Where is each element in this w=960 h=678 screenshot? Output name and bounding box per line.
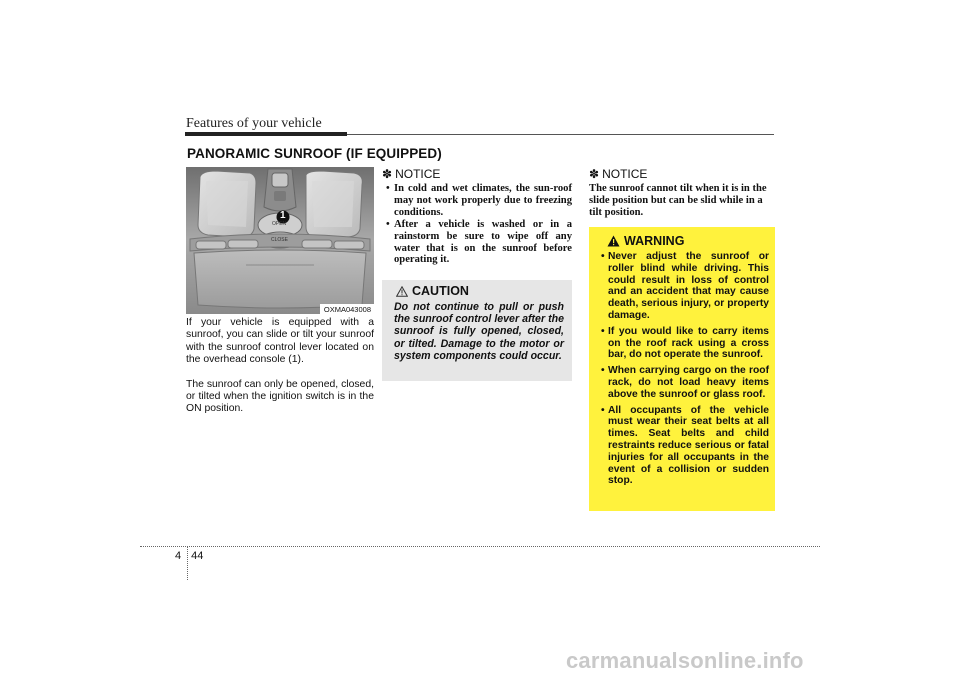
chapter-number: 4 — [175, 550, 182, 562]
list-item: • Never adjust the sunroof or roller blind while driving. This could result in loss of control and an accident that may cause death, serious injury, or property damage. — [601, 251, 769, 321]
close-button-label: CLOSE — [271, 237, 288, 243]
notice-heading — [589, 167, 775, 181]
overhead-console-figure — [186, 167, 374, 314]
figure-code: OXMA043008 — [320, 304, 374, 314]
header-rule-thick — [185, 132, 347, 136]
notice-block-2 — [589, 167, 775, 219]
header-rule-thin — [347, 134, 774, 135]
caution-triangle-icon — [396, 286, 408, 297]
warning-heading-label: WARNING — [624, 234, 685, 248]
section-title: Features of your vehicle — [186, 116, 322, 131]
list-item: • All occupants of the vehicle must wear their seat belts at all times. Seat belts and child restraints reduce serious or fatal injuries for all occupants in the event of a collision or sudden stop. — [601, 404, 769, 487]
notice-heading-label: NOTICE — [602, 167, 648, 181]
caution-heading — [396, 284, 564, 298]
notice-star-icon: ✽ — [382, 167, 393, 181]
notice-heading — [382, 167, 572, 181]
list-item: • In cold and wet climates, the sun-roof may not work properly due to freezing conditions. — [386, 183, 572, 218]
page-number — [175, 550, 203, 562]
warning-list — [597, 251, 769, 487]
warning-box — [589, 227, 775, 511]
footer-divider — [140, 546, 820, 547]
watermark: carmanualsonline.info — [566, 648, 804, 673]
warning-heading — [607, 234, 769, 248]
notice-star-icon: ✽ — [589, 167, 600, 181]
list-item: • When carrying cargo on the roof rack, do not load heavy items above the sunroof or glass roof. — [601, 365, 769, 400]
notice-list — [382, 183, 572, 266]
page-heading: PANORAMIC SUNROOF (IF EQUIPPED) — [187, 146, 442, 161]
open-button-label: OPEN — [272, 221, 287, 227]
page-number-value: 44 — [191, 550, 204, 562]
list-item: • After a vehicle is washed or in a rainstorm be sure to wipe off any water that is on the sunroof before operating it. — [386, 218, 572, 266]
notice-heading-label: NOTICE — [395, 167, 441, 181]
notice-body: The sunroof cannot tilt when it is in the slide position but can be slid while in a tilt position. — [589, 183, 767, 218]
list-item: • If you would like to carry items on the roof rack using a cross bar, do not operate the sunroof. — [601, 325, 769, 361]
intro-text — [186, 317, 374, 428]
caution-box — [382, 280, 572, 381]
caution-heading-label: CAUTION — [412, 284, 469, 298]
intro-paragraph: If your vehicle is equipped with a sunroof, you can slide or tilt your sunroof with the sunroof control lever located on the overhead console (1). — [186, 317, 374, 366]
intro-paragraph: The sunroof can only be opened, closed, or tilted when the ignition switch is in the ON position. — [186, 378, 374, 415]
warning-triangle-icon — [607, 235, 620, 247]
caution-body: Do not continue to pull or push the sunroof control lever after the sunroof is fully opened, closed, or tilted. Damage to the motor or system components could occur. — [394, 301, 564, 362]
callout-number: 1 — [280, 210, 286, 221]
notice-block-1 — [382, 167, 572, 266]
